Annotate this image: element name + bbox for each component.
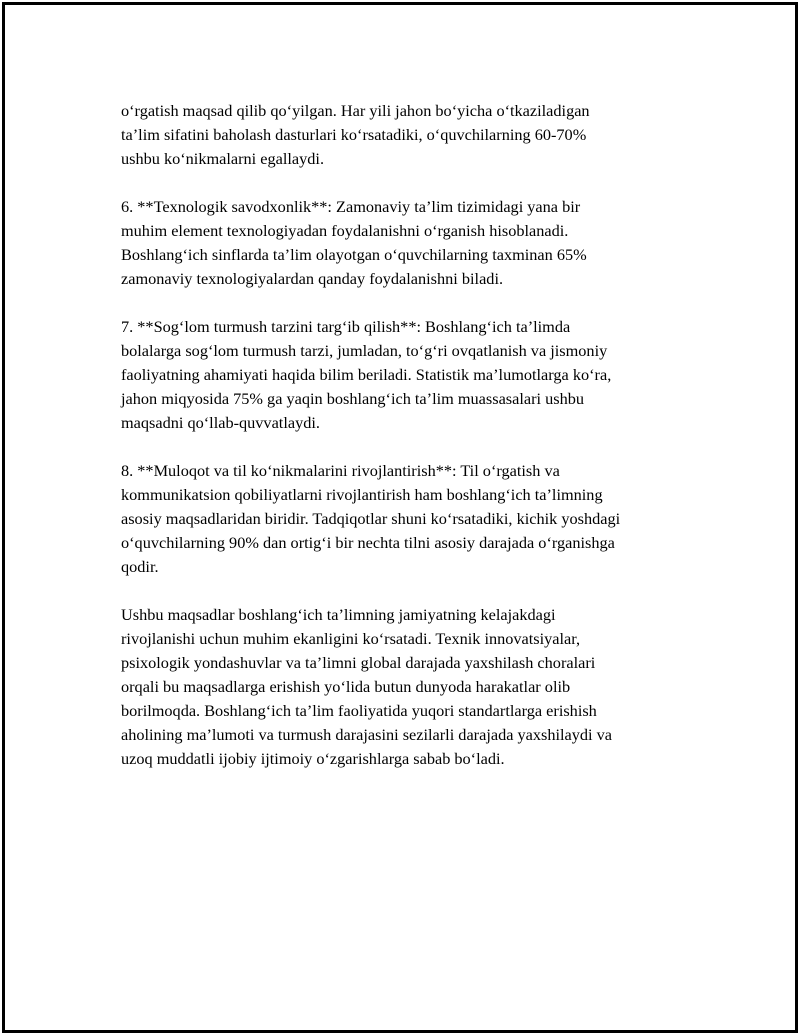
paragraph-item-6: 6. **Texnologik savodxonlik**: Zamonaviy ta’lim tizimidagi yana bir muhim element texnologiyadan foydalanishni o‘rganish hisoblanadi. Boshlang‘ich sinflarda ta’lim olayotgan o‘quvchilarning taxminan 65% zamonaviy texnologiyalardan qanday foydalanishni biladi. — [121, 197, 587, 288]
document-body — [121, 99, 711, 771]
paragraph-item-7: 7. **Sog‘lom turmush tarzini targ‘ib qilish**: Boshlang‘ich ta’limda bolalarga sog‘lom turmush tarzi, jumladan, to‘g‘ri ovqatlanish va jismoniy faoliyatning ahamiyati haqida bilim beriladi. Statistik ma’lumotlarga ko‘ra, jahon miqyosida 75% ga yaqin boshlang‘ich ta’lim muassasalari ushbu maqsadni qo‘llab-quvvatlaydi. — [121, 317, 612, 432]
paragraph-item-8: 8. **Muloqot va til ko‘nikmalarini rivojlantirish**: Til o‘rgatish va kommunikatsion qobiliyatlarni rivojlantirish ham boshlang‘ich ta’limning asosiy maqsadlaridan biridir. Tadqiqotlar shuni ko‘rsatadiki, kichik yoshdagi o‘quvchilarning 90% dan ortig‘i bir nechta tilni asosiy darajada o‘rganishga qodir. — [121, 461, 621, 576]
paragraph-continuation: o‘rgatish maqsad qilib qo‘yilgan. Har yili jahon bo‘yicha o‘tkaziladigan ta’lim sifatini baholash dasturlari ko‘rsatadiki, o‘quvchilarning 60-70% ushbu ko‘nikmalarni egallaydi. — [121, 101, 590, 168]
paragraph-conclusion: Ushbu maqsadlar boshlang‘ich ta’limning jamiyatning kelajakdagi rivojlanishi uchun muhim ekanligini ko‘rsatadi. Texnik innovatsiyalar, psixologik yondashuvlar va ta’limni global darajada yaxshilash choralari orqali bu maqsadlarga erishish yo‘lida butun dunyoda harakatlar olib borilmoqda. Boshlang‘ich ta’lim faoliyatida yuqori standartlarga erishish aholining ma’lumoti va turmush darajasini sezilarli darajada yaxshilaydi va uzoq muddatli ijobiy ijtimoiy o‘zgarishlarga sabab bo‘ladi. — [121, 605, 613, 768]
page-frame — [2, 2, 798, 1033]
